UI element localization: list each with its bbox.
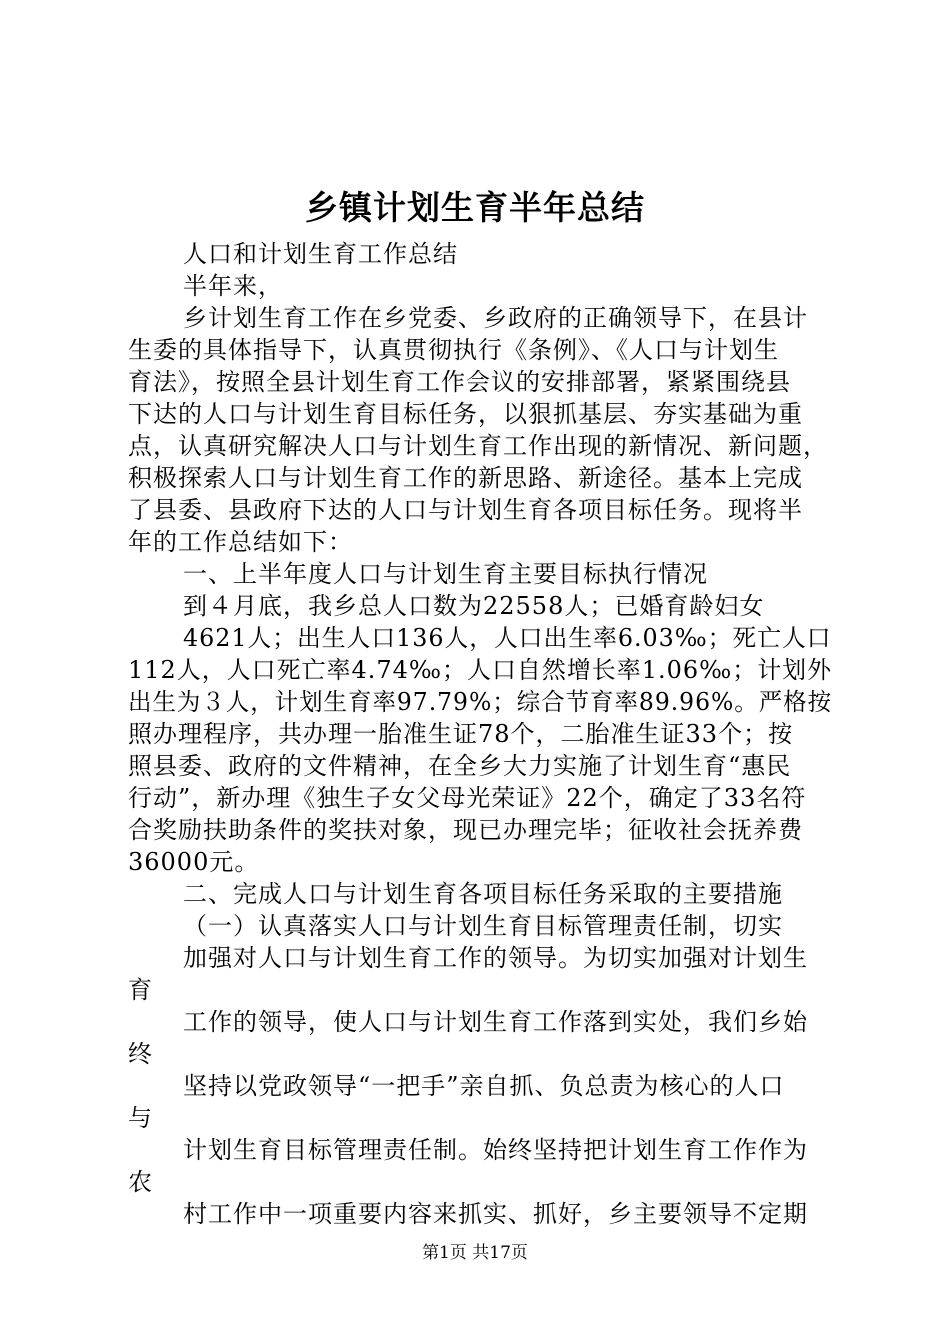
text-line: 出生为３人，计划生育率97.79%；综合节育率89.96%。严格按 [128, 688, 833, 716]
text-line: 加强对人口与计划生育工作的领导。为切实加强对计划生 [183, 944, 808, 972]
text-line: 年的工作总结如下： [128, 528, 353, 556]
text-line: 坚持以党政领导“一把手”亲自抓、负总责为核心的人口 [183, 1072, 785, 1100]
text-line: 终 [128, 1040, 153, 1068]
section-heading: 一、上半年度人口与计划生育主要目标执行情况 [183, 560, 708, 588]
text-line: 下达的人口与计划生育目标任务，以狠抓基层、夯实基础为重 [128, 400, 803, 428]
text-line: 与 [128, 1104, 153, 1132]
section-heading: 二、完成人口与计划生育各项目标任务采取的主要措施 [183, 880, 783, 908]
text-line: 36000元。 [128, 848, 260, 876]
subsection-heading: （一）认真落实人口与计划生育目标管理责任制，切实 [183, 912, 783, 940]
text-line: 4621人；出生人口136人，人口出生率6.03‰；死亡人口 [183, 624, 832, 652]
text-line: 人口和计划生育工作总结 [183, 240, 458, 268]
text-line: 到４月底，我乡总人口数为22558人；已婚育龄妇女 [183, 592, 765, 620]
text-line: 村工作中一项重要内容来抓实、抓好，乡主要领导不定期 [183, 1200, 808, 1228]
text-line: 农 [128, 1168, 153, 1196]
text-line: 照县委、政府的文件精神，在全乡大力实施了计划生育“惠民 [128, 752, 792, 780]
document-title: 乡镇计划生育半年总结 [305, 188, 645, 227]
text-line: 生委的具体指导下，认真贯彻执行《条例》、《人口与计划生 [128, 336, 779, 364]
text-line: 照办理程序，共办理一胎准生证78个，二胎准生证33个；按 [128, 720, 794, 748]
text-line: 112人，人口死亡率4.74‰；人口自然增长率1.06‰；计划外 [128, 656, 833, 684]
text-line: 半年来， [183, 272, 283, 300]
page-number-footer: 第1页 共17页 [422, 1243, 528, 1263]
text-line: 育 [128, 976, 153, 1004]
text-line: 行动”，新办理《独生子女父母光荣证》22个，确定了33名符 [128, 784, 807, 812]
text-line: 点，认真研究解决人口与计划生育工作出现的新情况、新问题， [128, 432, 828, 460]
text-line: 合奖励扶助条件的奖扶对象，现已办理完毕；征收社会抚养费 [128, 816, 803, 844]
text-line: 育法》，按照全县计划生育工作会议的安排部署，紧紧围绕县 [128, 368, 791, 396]
text-line: 乡计划生育工作在乡党委、乡政府的正确领导下，在县计 [183, 304, 808, 332]
text-line: 积极探索人口与计划生育工作的新思路、新途径。基本上完成 [128, 464, 803, 492]
text-line: 计划生育目标管理责任制。始终坚持把计划生育工作作为 [183, 1136, 808, 1164]
text-line: 工作的领导，使人口与计划生育工作落到实处，我们乡始 [183, 1008, 808, 1036]
text-line: 了县委、县政府下达的人口与计划生育各项目标任务。现将半 [128, 496, 803, 524]
